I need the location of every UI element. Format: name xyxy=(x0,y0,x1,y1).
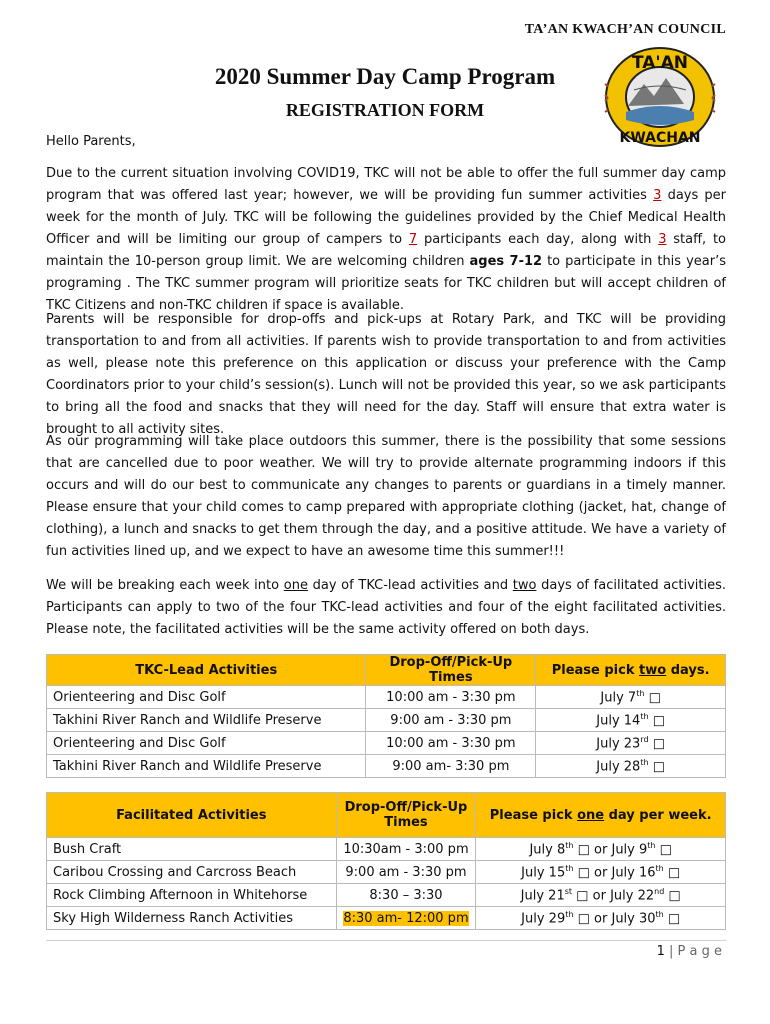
intro-text-3: participants each day, along with xyxy=(417,232,659,247)
facilitated-activities-table xyxy=(46,792,726,930)
date-cell: July 23rd □ xyxy=(536,732,726,755)
logo-bottom-text: KWACHAN xyxy=(619,130,701,146)
table-row xyxy=(47,884,726,907)
table-row xyxy=(47,755,726,778)
time-cell: 9:00 am - 3:30 pm xyxy=(366,709,536,732)
table-row xyxy=(47,861,726,884)
checkbox-icon[interactable]: □ xyxy=(577,911,590,927)
time-cell xyxy=(336,907,476,930)
staff-number: 3 xyxy=(658,232,667,247)
one-word: one xyxy=(283,578,308,593)
intro-text-2: days per week for the month of July. TKC will be following the guidelines provided by the Chief Medical Health Officer and will be limiting our group of campers to xyxy=(46,188,726,247)
date-choice-cell: July 29th □ or July 30th □ xyxy=(476,907,726,930)
schedule-text-2: day of TKC-lead activities and xyxy=(307,578,513,593)
checkbox-icon[interactable]: □ xyxy=(667,865,681,881)
header-pick: Please pick two days. xyxy=(536,655,726,686)
checkbox-icon[interactable]: □ xyxy=(577,865,590,881)
header-activities: TKC-Lead Activities xyxy=(47,655,366,686)
checkbox-icon[interactable]: □ xyxy=(652,736,665,752)
date-cell: July 28th □ xyxy=(536,755,726,778)
header-pick: Please pick one day per week. xyxy=(476,793,726,838)
table-row xyxy=(47,838,726,861)
two-word: two xyxy=(512,578,537,593)
table-header-row xyxy=(47,793,726,838)
time-cell: 9:00 am - 3:30 pm xyxy=(336,861,476,884)
footer-divider xyxy=(46,940,726,941)
checkbox-icon[interactable]: □ xyxy=(667,911,681,927)
table-row xyxy=(47,907,726,930)
checkbox-icon[interactable]: □ xyxy=(668,888,681,904)
header-times: Drop-Off/Pick-Up Times xyxy=(336,793,476,838)
time-cell: 10:00 am - 3:30 pm xyxy=(366,732,536,755)
table-row xyxy=(47,709,726,732)
checkbox-icon[interactable]: □ xyxy=(648,690,661,706)
time-cell: 10:30am - 3:00 pm xyxy=(336,838,476,861)
days-per-week-number: 3 xyxy=(653,188,662,203)
date-choice-cell: July 15th □ or July 16th □ xyxy=(476,861,726,884)
checkbox-icon[interactable]: □ xyxy=(652,713,665,729)
activity-cell: Takhini River Ranch and Wildlife Preserve xyxy=(47,709,366,732)
ages-range: ages 7-12 xyxy=(469,254,543,269)
date-choice-cell: July 21st □ or July 22nd □ xyxy=(476,884,726,907)
checkbox-icon[interactable]: □ xyxy=(577,842,590,858)
activity-cell: Takhini River Ranch and Wildlife Preserve xyxy=(47,755,366,778)
date-choice-cell: July 8th □ or July 9th □ xyxy=(476,838,726,861)
page-footer xyxy=(657,944,722,959)
activity-cell: Rock Climbing Afternoon in Whitehorse xyxy=(47,884,337,907)
schedule-text-1: We will be breaking each week into xyxy=(46,578,284,593)
transportation-paragraph: Parents will be responsible for drop-offs and pick-ups at Rotary Park, and TKC will be providing transportation to and from all activities. If parents wish to provide transportation to and from activities as well, please note this preference on this application or discuss your preference with the Camp Coordinators prior to your child’s session(s). Lunch will not be provided this year, so we ask participants to bring all the food and snacks that they will need for the day. Staff will ensure that extra water is brought to all activity sites. xyxy=(46,312,726,437)
logo-top-text: TA'AN xyxy=(631,53,689,73)
time-cell: 9:00 am- 3:30 pm xyxy=(366,755,536,778)
table-header-row xyxy=(47,655,726,686)
participants-number: 7 xyxy=(408,232,418,247)
activity-cell: Orienteering and Disc Golf xyxy=(47,732,366,755)
page-title: 2020 Summer Day Camp Program xyxy=(214,64,556,89)
date-cell: July 14th □ xyxy=(536,709,726,732)
intro-text-1: Due to the current situation involving COVID19, TKC will not be able to offer the full summer day camp program that was offered last year; however, we will be providing fun summer activities xyxy=(46,166,726,203)
checkbox-icon[interactable]: □ xyxy=(576,888,589,904)
checkbox-icon[interactable]: □ xyxy=(652,759,665,775)
highlighted-time: 8:30 am- 12:00 pm xyxy=(343,910,469,926)
schedule-paragraph xyxy=(46,575,726,641)
footer-separator: | xyxy=(664,944,678,959)
intro-text-5: to participate in this year’s programing . The TKC summer program will prioritize seats for TKC children but will accept children of TKC Citizens and non-TKC children if space is available. xyxy=(46,254,726,313)
weather-paragraph: As our programming will take place outdoors this summer, there is the possibility that some sessions that are cancelled due to poor weather. We will try to provide alternate programming indoors if this occurs and will do our best to communicate any changes to parents or guardians in a timely manner. Please ensure that your child comes to camp prepared with appropriate clothing (jacket, hat, change of clothing), a lunch and snacks to get them through the day, and a positive attitude. We have a variety of fun activities lined up, and we expect to have an awesome time this summer!!! xyxy=(46,434,726,559)
activity-cell: Sky High Wilderness Ranch Activities xyxy=(47,907,337,930)
table-row xyxy=(47,686,726,709)
intro-paragraph xyxy=(46,163,726,317)
page-label: P a g e xyxy=(677,944,722,959)
time-cell: 10:00 am - 3:30 pm xyxy=(366,686,536,709)
activity-cell: Bush Craft xyxy=(47,838,337,861)
intro-text-4: staff, to maintain the 10-person group limit. We are welcoming children xyxy=(46,232,726,269)
checkbox-icon[interactable]: □ xyxy=(659,842,672,858)
date-cell: July 7th □ xyxy=(536,686,726,709)
header-activities: Facilitated Activities xyxy=(47,793,337,838)
page-number: 1 xyxy=(656,944,665,959)
activity-cell: Caribou Crossing and Carcross Beach xyxy=(47,861,337,884)
time-cell: 8:30 – 3:30 xyxy=(336,884,476,907)
tkc-lead-activities-table xyxy=(46,654,726,778)
form-subtitle: REGISTRATION FORM xyxy=(285,100,485,120)
greeting: Hello Parents, xyxy=(46,134,136,149)
header-times: Drop-Off/Pick-Up Times xyxy=(366,655,536,686)
organization-name: TA’AN KWACH’AN COUNCIL xyxy=(524,22,726,37)
schedule-text-3: days of facilitated activities. Participants can apply to two of the four TKC-lead activities and four of the eight facilitated activities. Please note, the facilitated activities will be the same activity offered on both days. xyxy=(46,578,726,637)
table-row xyxy=(47,732,726,755)
activity-cell: Orienteering and Disc Golf xyxy=(47,686,366,709)
